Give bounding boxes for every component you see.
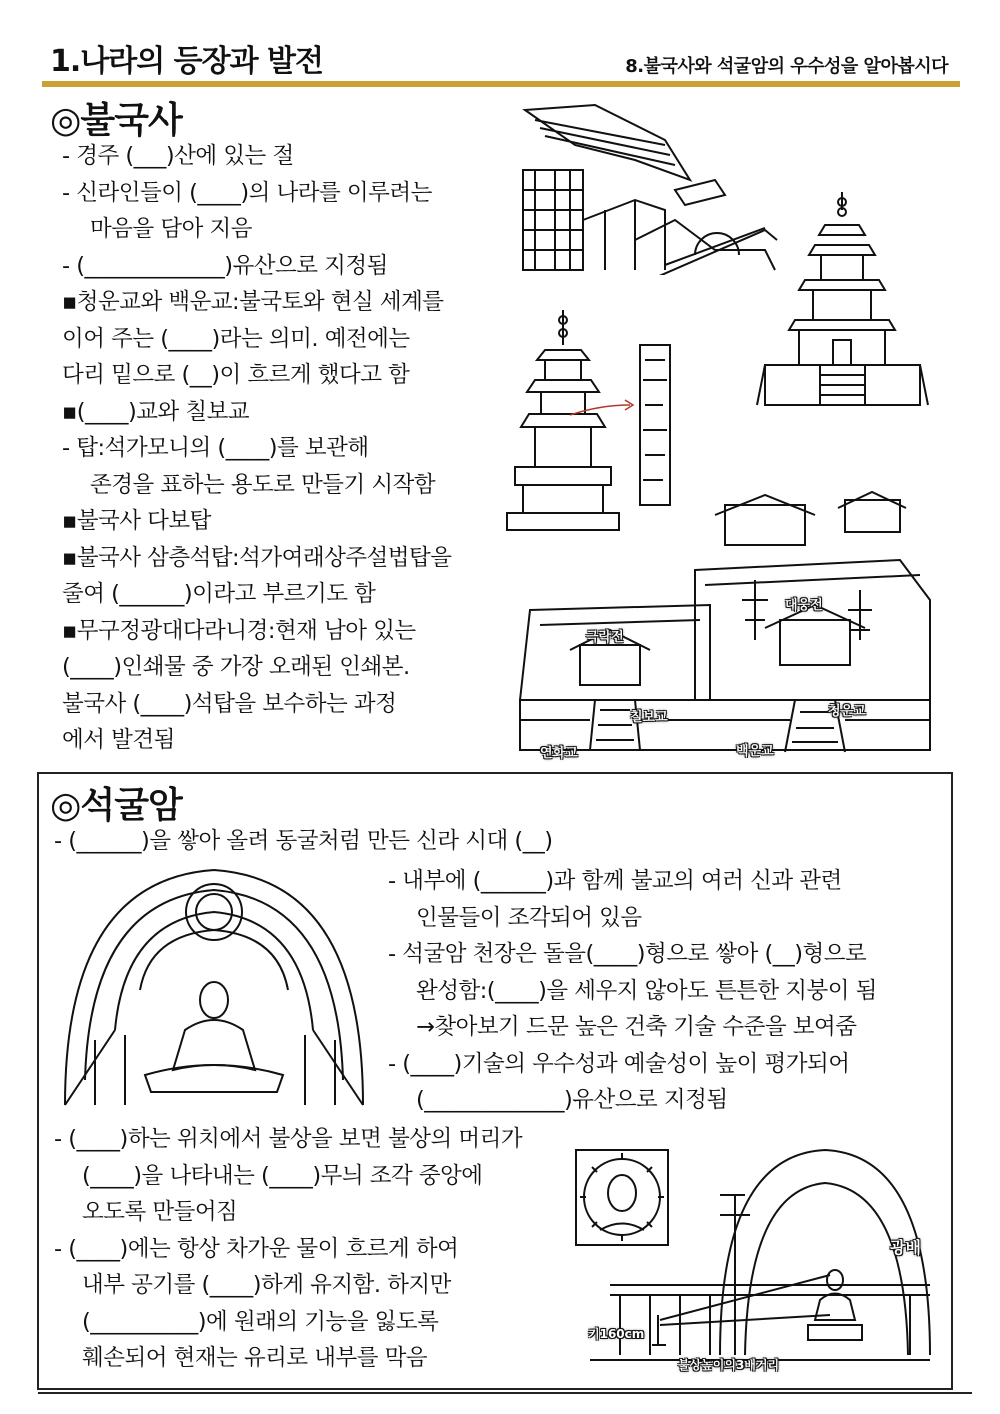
bulguksa-layout-illustration <box>510 490 950 760</box>
note-line: - (____)기술의 우수성과 예술성이 높이 평가되어 <box>388 1050 850 1077</box>
footer-divider <box>38 1392 972 1394</box>
bulguksa-title: ◎불국사 <box>50 100 182 141</box>
note-line: ▪무구정광대다라니경:현재 남아 있는 <box>62 617 416 644</box>
diagram-label-distance: 불상높이의3배거리 <box>678 1358 780 1372</box>
diagram-label-height: 키160cm <box>588 1327 645 1341</box>
note-line: (____)인쇄물 중 가장 오래된 인쇄본. <box>62 654 410 680</box>
note-line: 불국사 (____)석탑을 보수하는 과정 <box>62 690 397 717</box>
note-line: 이어 주는 (____)라는 의미. 예전에는 <box>62 325 410 352</box>
note-line: (_____________)유산으로 지정됨 <box>416 1087 728 1113</box>
note-line: - 경주 (___)산에 있는 절 <box>62 143 294 169</box>
header-divider <box>42 81 960 87</box>
map-label-chilbogyo: 칠보교 <box>630 710 668 725</box>
map-label-baegungyo: 백운교 <box>736 744 774 759</box>
map-label-daeungjeon: 대웅전 <box>785 598 823 613</box>
note-line: 에서 발견됨 <box>62 727 175 753</box>
note-line: 다리 밑으로 (__)이 흐르게 했다고 함 <box>62 362 410 388</box>
dabotap-pagoda-illustration <box>755 190 930 415</box>
note-line: - (_____________)유산으로 지정됨 <box>62 252 388 279</box>
map-label-yeonhwagyo: 연화교 <box>540 746 578 761</box>
note-line: - (____)에는 항상 차가운 물이 흐르게 하여 <box>54 1235 459 1262</box>
map-label-cheongungyo: 청운교 <box>828 704 866 719</box>
note-line: 완성함:(____)을 세우지 않아도 튼튼한 지붕이 됨 <box>416 977 877 1004</box>
note-line: 줄여 (______)이라고 부르기도 함 <box>62 581 376 607</box>
note-line: - 신라인들이 (____)의 나라를 이루려는 <box>62 179 432 206</box>
note-line: →찾아보기 드문 높은 건축 기술 수준을 보여줌 <box>416 1014 857 1040</box>
note-line: 마음을 담아 지음 <box>90 216 252 242</box>
note-line: - 탑:석가모니의 (____)를 보관해 <box>62 435 369 461</box>
seokguram-dome-illustration <box>55 860 373 1110</box>
note-line: 존경을 표하는 용도로 만들기 시작함 <box>90 471 436 498</box>
note-line: ▪불국사 삼층석탑:석가여래상주설법탑을 <box>62 544 452 571</box>
note-line: - 석굴암 천장은 돌을(____)형으로 쌓아 (__)형으로 <box>388 941 867 967</box>
seokguram-right-notes <box>388 863 948 1119</box>
note-line: ▪청운교와 백운교:불국토와 현실 세계를 <box>62 289 444 315</box>
lesson-title: 8.불국사와 석굴암의 우수성을 알아봅시다 <box>625 56 948 77</box>
note-line: - (____)하는 위치에서 불상을 보면 불상의 머리가 <box>54 1126 523 1152</box>
note-line: ▪불국사 다보탑 <box>62 508 211 534</box>
note-line: 오도록 만들어짐 <box>82 1199 238 1225</box>
chapter-title: 1.나라의 등장과 발전 <box>50 44 323 79</box>
note-line: ▪(____)교와 칠보교 <box>62 398 250 425</box>
diagram-label-halo: 광배 <box>890 1238 921 1257</box>
note-line: (__________)에 원래의 기능을 잃도록 <box>82 1308 439 1335</box>
note-line: 훼손되어 현재는 유리로 내부를 막음 <box>82 1345 428 1371</box>
note-line: 인물들이 조각되어 있음 <box>416 904 642 931</box>
temple-gate-illustration <box>515 100 780 275</box>
seokguram-title: ◎석굴암 <box>50 785 182 826</box>
seokguram-bottom-notes <box>54 1121 574 1377</box>
note-line: - 내부에 (______)과 함께 불교의 여러 신과 관련 <box>388 868 842 894</box>
bulguksa-notes <box>62 138 507 759</box>
note-line: (____)을 나타내는 (____)무늬 조각 중앙에 <box>82 1162 483 1189</box>
seokguram-intro: - (______)을 쌓아 올려 동굴처럼 만든 신라 시대 (__) <box>54 828 553 854</box>
note-line: 내부 공기를 (____)하게 유지함. 하지만 <box>82 1272 451 1298</box>
map-label-geungnakjeon: 극락전 <box>586 630 624 645</box>
